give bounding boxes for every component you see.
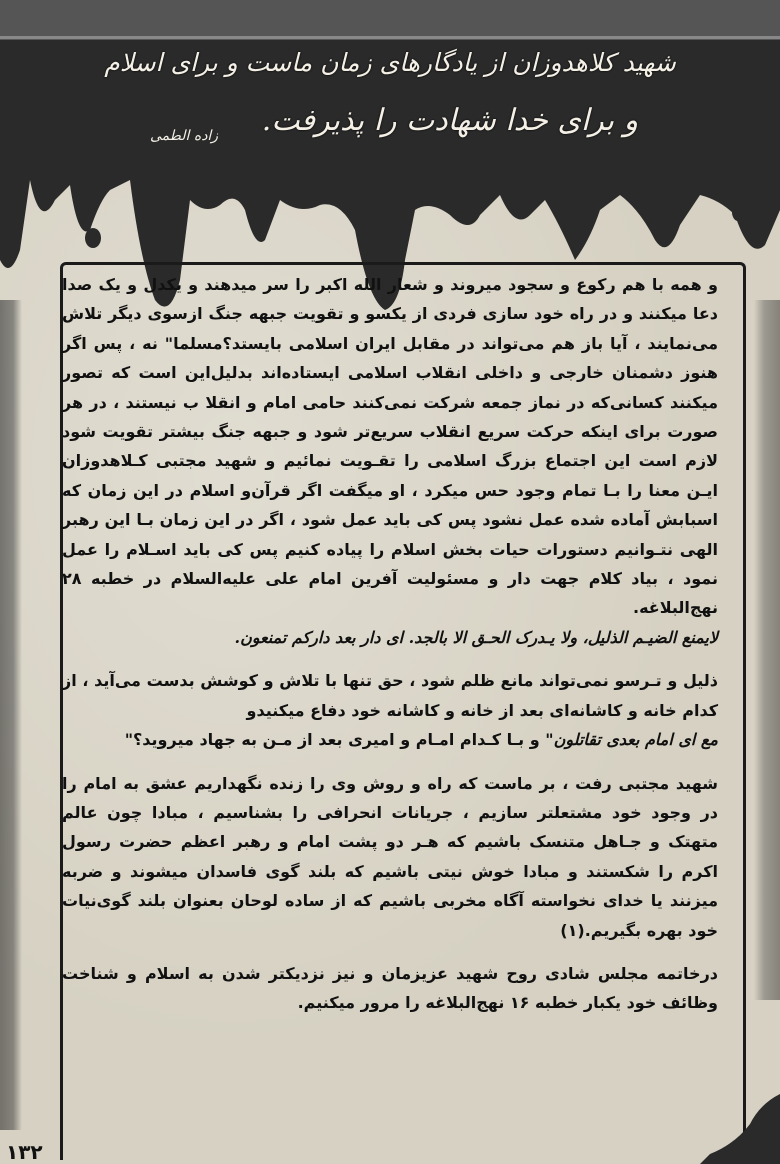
paragraph-5: درخاتمه مجلس شادی روح شهید عزیزمان و نیز نزدیکتر شدن به اسلام و شناخت وظائف خود یکبار خطبه ۱۶ نهج‌البلاغه را مرور میکنیم.: [62, 963, 718, 1013]
arabic-quote: لایمنع الضیـم الذلیل، ولا یـدرک الحـق الا بالجد. ای دار بعد دارکم تمنعون.: [234, 627, 718, 647]
paragraph-2: ذلیل و تـرسو نمی‌تواند مانع ظلم شود ، حق تنها با تلاش و کوشش بدست می‌آید ، از کدام خانه و کاشانه‌ای بعد از خانه و کاشانه خود دفاع میکنیدو: [62, 671, 718, 720]
paragraph-1: و همه با هم رکوع و سجود میروند و شعار الله اکبر را سر میدهند و یکدل و یک صدا دعا میکنند و در راه خود سازی فردی از یکسو و تقویت جبهه جنگ ازسوی دیگر تلاش می‌نمایند ، آیا باز هم می‌تواند در مقابل ایران اسلامی بایستد؟مسلما" نه ، پس اگر هنوز دشمنان خارجی و داخلی انقلاب اسلامی ایستاده‌اند بدلیل‌این است که تصور میکنند کسانی‌که در نماز جمعه شرکت نمی‌کنند حامی امام و انقلا ب نیستند ، در هر صورت برای اینکه حرکت سریع انقلاب سریع‌تر شود و جبهه جنگ بیشتر تقویت شود لازم است این اجتماع بزرگ اسلامی را تقـویت نمائیم و شهید مجتبی کـلاهدوزان ایـن معنا را بـا تمام وجود حس میکرد ، او میگفت اگر قرآن‌و اسلام در این زمان که اسبابش آماده شده عمل نشود پس کی باید عمل شود ، اگر در این زمان بـا این رهبر الهی نتـوانیم دستورات حیات بخش اسلام را پیاده کنیم پس کی باید اسـلام را عمل نمود ، بیاد کلام جهت دار و مسئولیت آفرین امام علی علیه‌السلام در خطبه ۲۸ نهج‌البلاغه.: [62, 275, 718, 618]
headline-line-2: و برای خدا شهادت را پذیرفت.: [261, 103, 639, 138]
right-ink-edge: [754, 300, 780, 1000]
paragraph-3: [62, 725, 718, 754]
quote-2-translation: و بـا کـدام امـام و امیری بعد از مـن به جهاد میروید؟": [124, 730, 546, 750]
article-body: [62, 270, 718, 1018]
ink-blot-graphic: [690, 1084, 780, 1164]
author-signature: زاده الطمی: [150, 128, 219, 144]
headline-line-1: شهید کلاهدوزان از یادگارهای زمان ماست و برای اسلام: [104, 48, 676, 77]
headline: [70, 44, 710, 140]
page-number: ۱۳۲: [6, 1140, 43, 1164]
paragraph-4: شهید مجتبی رفت ، بر ماست که راه و روش وی را زنده نگهداریم عشق به امام را در وجود خود مشتعلتر سازیم ، جریانات انحرافی را بشناسیم ، مبادا چون عالم متهتک و جـاهل متنسک باشیم که هـر دو پشت امام و رهبر اعظم حضرت رسول اکرم را شکستند و مبادا خوش نیتی باشیم که بلند گوی فاسدان میشوند و ضربه میزنند یا خدای نخواسته آگاه مخربی باشیم که از ساده لوحان بعنوان بلند گوی‌نیات خود بهره بگیریم.(۱): [62, 773, 718, 940]
left-ink-edge: [0, 300, 22, 1130]
arabic-quote-2: مع ای امام بعدی تقاتلون": [545, 730, 718, 750]
